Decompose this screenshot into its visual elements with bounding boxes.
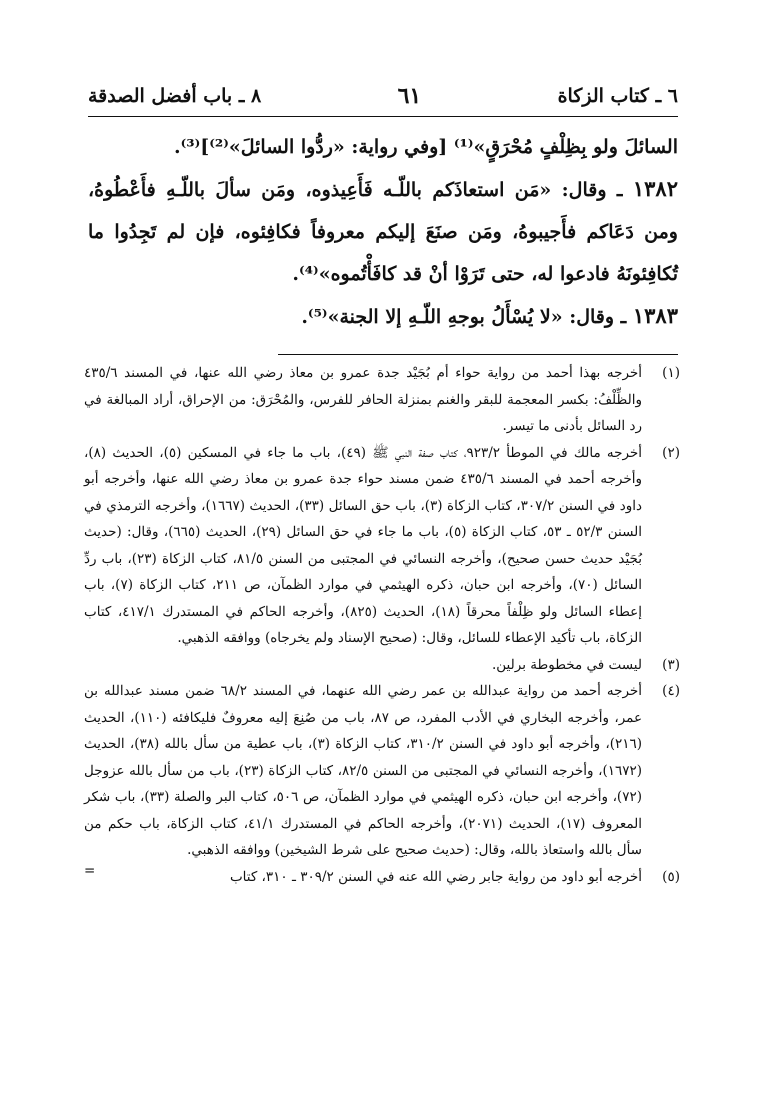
footnote-3 <box>84 652 680 679</box>
hadith-number: ١٣٨٢ <box>632 176 678 201</box>
footnote-number: (١) <box>662 365 680 381</box>
footnote-text: أخرجه بهذا أحمد من رواية حواء أم بُجَيْد جدة عمرو بن معاذ رضي الله عنها، في المسند ٤٣٥/٦ والظِّلْفُ: بكسر المعجمة للبقر والغنم بمنزلة الحافر للفرس، والمُحْرَق: من الإحراق، أراد المبالغة في رد السائل بأدنى ما تيسر. <box>84 365 642 434</box>
footnote-number: (٥) <box>662 868 680 885</box>
main-text <box>88 126 678 338</box>
page-number: ٦١ <box>397 83 422 109</box>
footnote-1 <box>84 360 680 440</box>
hadith-1383 <box>88 295 678 338</box>
footnotes <box>84 360 680 890</box>
hadith-text: ـ وقال: «مَن استعاذَكم باللّـه فَأَعِيذوه، ومَن سألَ باللّـهِ فأَعْطُوهُ، ومن دَعَاكم فأَجيبوهُ، ومَن صنَعَ إليكم معروفاً فكافِئوه، فإن لم تَجِدُوا ما تُكافِئونَهُ فادعوا له، حتى تَرَوْا أنْ قد كافَأْتُموه»⁽⁴⁾. <box>88 179 678 285</box>
continuation-mark: = <box>84 862 96 879</box>
footnote-number: (٣) <box>662 656 680 673</box>
section-title: ٨ ـ باب أفضل الصدقة <box>88 85 262 107</box>
footnote-text: أخرجه مالك في الموطأ ٩٢٣/٢، كتاب صفة النبي ﷺ (٤٩)، باب ما جاء في المسكين (٥)، الحديث (٨)، وأخرجه أحمد في المسند ٤٣٥/٦ ضمن مسند حواء جدة عمرو بن معاذ رضي الله عنها، وأخرجه أبو داود في السنن ٣٠٧/٢، كتاب الزكاة (٣)، باب حق السائل (٣٣)، الحديث (١٦٦٧)، وأخرجه الترمذي في السنن ٥٢/٣ ـ ٥٣، كتاب الزكاة (٥)، باب ما جاء في حق السائل (٢٩)، الحديث (٦٦٥)، وقال: (حديث بُجَيْد حديث حسن صحيح)، وأخرجه النسائي في المجتبى من السنن ٨١/٥، كتاب الزكاة (٢٣)، باب ردِّ السائل (٧٠)، وأخرجه ابن حبان، ذكره الهيثمي في موارد الظمآن، ص ٢١١، كتاب الزكاة (٧)، باب إعطاء السائل ولو ظِلْفاً محرقاً (١٨)، الحديث (٨٢٥)، وأخرجه الحاكم في المستدرك ٤١٧/١، كتاب الزكاة، باب تأكيد الإعطاء للسائل، وقال: (صحيح الإسناد ولم يخرجاه) ووافقه الذهبي. <box>84 444 643 646</box>
footnote-divider <box>278 354 678 355</box>
footnote-text: ليست في مخطوطة برلين. <box>491 656 642 673</box>
paragraph-continuation: السائلَ ولو بِظِلْفٍ مُحْرَقٍ»⁽¹⁾ [وفي رواية: «ردُّوا السائلَ»⁽²⁾]⁽³⁾. <box>173 136 678 158</box>
footnote-text: أخرجه أحمد من رواية عبدالله بن عمر رضي الله عنهما، في المسند ٦٨/٢ ضمن مسند عبدالله بن عمر، وأخرجه البخاري في الأدب المفرد، ص ٨٧، باب من صُنِعَ إليه معروفٌ فليكافئه (١١٠)، الحديث (٢١٦)، وأخرجه أبو داود في السنن ٣١٠/٢، كتاب الزكاة (٣)، باب عطية من سأل بالله (٣٨)، الحديث (١٦٧٢)، وأخرجه النسائي في المجتبى من السنن ٨٢/٥، كتاب الزكاة (٢٣)، باب من سأل بالله عزوجل (٧٢)، وأخرجه ابن حبان، ذكره الهيثمي في موارد الظمآن، ص ٥٠٦، كتاب البر والصلة (٣٣)، باب شكر المعروف (١٧)، الحديث (٢٠٧١)، وأخرجه الحاكم في المستدرك ٤١/١، كتاب الزكاة، باب حكم من سأل بالله واستعاذ بالله، وقال: (حديث صحيح على شرط الشيخين) ووافقه الذهبي. <box>84 683 643 858</box>
header-divider <box>88 116 678 117</box>
chapter-title: ٦ ـ كتاب الزكاة <box>557 85 678 107</box>
footnote-number: (٢) <box>662 444 680 461</box>
footnote-text: أخرجه أبو داود من رواية جابر رضي الله عنه في السنن ٣٠٩/٢ ـ ٣١٠، كتاب <box>229 868 642 885</box>
footnote-5 <box>84 864 680 891</box>
footnote-2 <box>84 440 680 652</box>
running-header <box>88 78 678 114</box>
hadith-text: ـ وقال: «لا يُسْأَلُ بوجهِ اللّـهِ إلا الجنة»⁽⁵⁾. <box>301 306 633 328</box>
hadith-number: ١٣٨٣ <box>632 303 678 328</box>
footnote-4 <box>84 678 680 864</box>
hadith-1382 <box>88 168 678 295</box>
footnote-number: (٤) <box>662 683 680 699</box>
